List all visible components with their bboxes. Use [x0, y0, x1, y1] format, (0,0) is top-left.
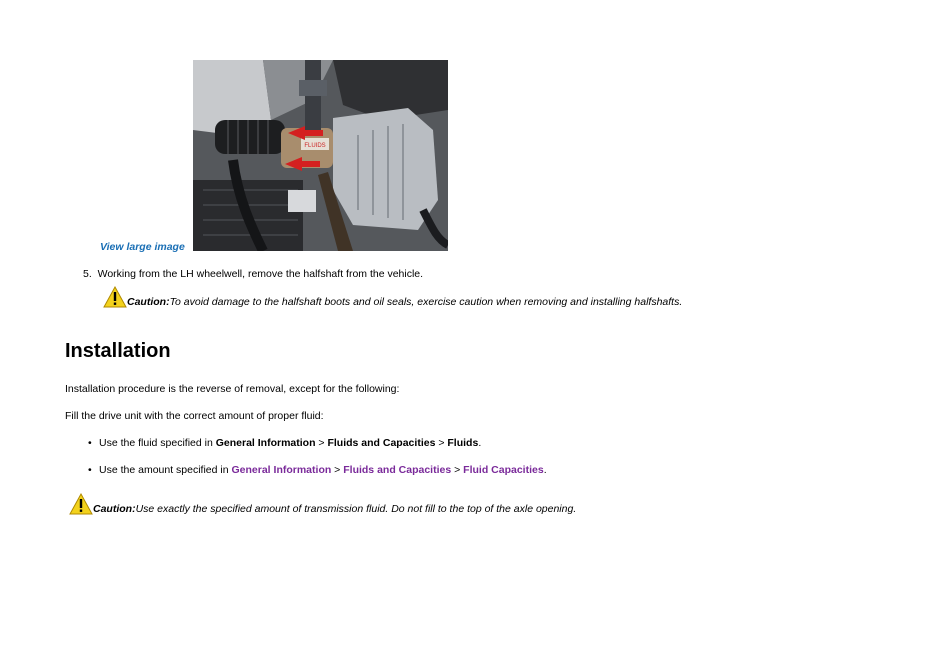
- installation-heading: Installation: [65, 340, 171, 362]
- caution-text: To avoid damage to the halfshaft boots and oil seals, exercise caution when removing and installing halfshafts.: [169, 296, 683, 308]
- step-text: Working from the LH wheelwell, remove the halfshaft from the vehicle.: [97, 268, 424, 280]
- crumb-separator: >: [315, 437, 328, 449]
- list-item-fluid: [88, 437, 481, 449]
- warning-triangle-icon: [69, 493, 93, 515]
- step-5: [83, 268, 423, 280]
- caution-label: Caution:: [127, 296, 170, 308]
- link-general-information[interactable]: General Information: [231, 464, 332, 476]
- view-large-image-link[interactable]: View large image: [100, 241, 185, 253]
- bullet-prefix: Use the fluid specified in: [99, 437, 216, 449]
- bullet-prefix: Use the amount specified in: [99, 464, 232, 476]
- warning-triangle-icon: [103, 286, 127, 308]
- crumb-separator: >: [435, 437, 448, 449]
- step-number: 5.: [83, 268, 92, 280]
- bullet-dot-icon: •: [88, 437, 92, 449]
- caution-label: Caution:: [93, 503, 136, 515]
- crumb-separator: >: [331, 464, 344, 476]
- photo-sticker-text: FLUIDS: [304, 143, 326, 149]
- fill-instruction: Fill the drive unit with the correct amount of proper fluid:: [65, 410, 324, 422]
- caution-note-1: [103, 286, 682, 308]
- crumb-separator: >: [451, 464, 464, 476]
- caution-text: Use exactly the specified amount of transmission fluid. Do not fill to the top of the axle opening.: [135, 503, 577, 515]
- halfshaft-removal-photo[interactable]: [193, 60, 448, 251]
- list-item-amount: [88, 464, 547, 476]
- crumb-general-information: General Information: [215, 437, 316, 449]
- bullet-end: .: [478, 437, 482, 449]
- bullet-dot-icon: •: [88, 464, 92, 476]
- crumb-fluids-and-capacities: Fluids and Capacities: [327, 437, 436, 449]
- halfshaft-photo-illustration: [193, 60, 448, 251]
- crumb-fluids: Fluids: [447, 437, 479, 449]
- bullet-end: .: [543, 464, 547, 476]
- installation-intro: Installation procedure is the reverse of removal, except for the following:: [65, 383, 400, 395]
- link-fluid-capacities[interactable]: Fluid Capacities: [463, 464, 544, 476]
- link-fluids-and-capacities[interactable]: Fluids and Capacities: [343, 464, 452, 476]
- caution-note-2: [69, 493, 576, 515]
